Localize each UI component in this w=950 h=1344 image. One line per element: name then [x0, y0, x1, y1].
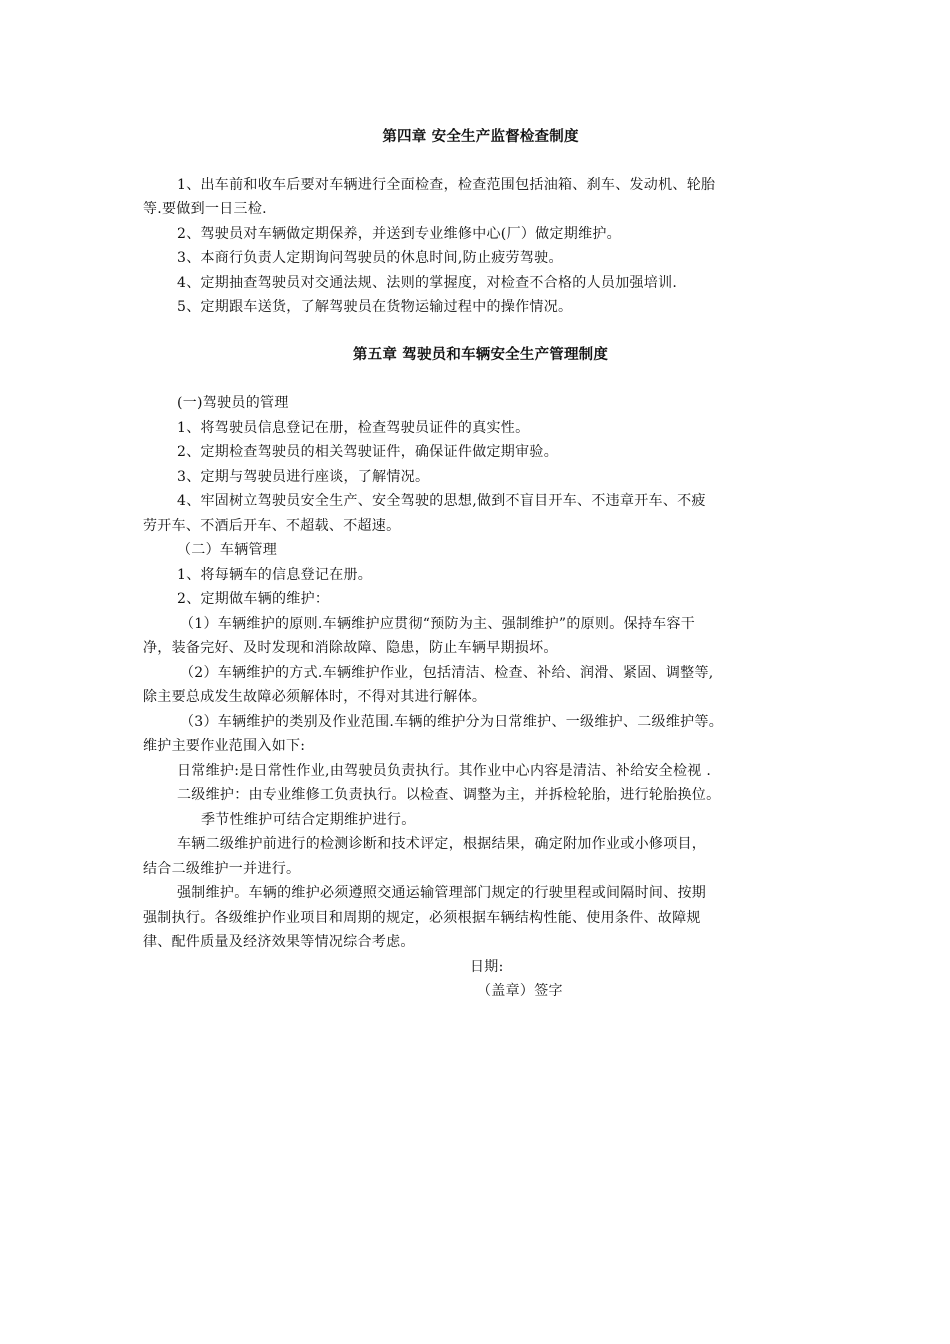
- chapter5-line: 2、定期做车辆的维护：: [177, 591, 330, 607]
- chapter5-line: 二级维护：由专业维修工负责执行。以检查、调整为主，并拆检轮胎，进行轮胎换位。: [177, 787, 721, 803]
- chapter5-line: 季节性维护可结合定期维护进行。: [201, 812, 416, 828]
- chapter4-line: 4、定期抽查驾驶员对交通法规、法则的掌握度，对检查不合格的人员加强培训.: [177, 275, 678, 291]
- chapter5-line: 除主要总成发生故障必须解体时，不得对其进行解体。: [143, 689, 487, 705]
- chapter5-line: 车辆二级维护前进行的检测诊断和技术评定，根据结果，确定附加作业或小修项目，: [177, 836, 707, 852]
- chapter5-line: 日常维护:是日常性作业,由驾驶员负责执行。其作业中心内容是清洁、补给安全检视 .: [177, 763, 712, 779]
- chapter5-line: 1、将每辆车的信息登记在册。: [177, 567, 373, 583]
- chapter5-line: （3）车辆维护的类别及作业范围.车辆的维护分为日常维护、一级维护、二级维护等。: [180, 714, 724, 730]
- chapter5-line: （2）车辆维护的方式.车辆维护作业，包括清洁、检查、补给、润滑、紧固、调整等,: [180, 665, 714, 681]
- seal-signature-label: （盖章）签字: [477, 983, 563, 999]
- chapter5-line: 1、将驾驶员信息登记在册，检查驾驶员证件的真实性。: [177, 420, 530, 436]
- chapter5-line: 强制执行。各级维护作业项目和周期的规定，必须根据车辆结构性能、使用条件、故障规: [143, 910, 701, 926]
- chapter4-line: 1、出车前和收车后要对车辆进行全面检查，检查范围包括油箱、刹车、发动机、轮胎: [177, 177, 716, 193]
- chapter5-title: 第五章 驾驶员和车辆安全生产管理制度: [352, 347, 609, 363]
- date-label: 日期:: [470, 959, 504, 975]
- chapter4-title: 第四章 安全生产监督检查制度: [382, 129, 579, 145]
- chapter4-line: 2、驾驶员对车辆做定期保养，并送到专业维修中心(厂）做定期维护。: [177, 226, 621, 242]
- chapter5-line: 结合二级维护一并进行。: [143, 861, 301, 877]
- chapter4-line: 等.要做到一日三检.: [143, 201, 267, 217]
- chapter5-line: 强制维护。车辆的维护必须遵照交通运输管理部门规定的行驶里程或间隔时间、按期: [177, 885, 707, 901]
- chapter5-line: 3、定期与驾驶员进行座谈，了解情况。: [177, 469, 430, 485]
- chapter5-line: （二）车辆管理: [177, 542, 278, 558]
- chapter4-line: 3、本商行负责人定期询问驾驶员的休息时间,防止疲劳驾驶。: [177, 250, 563, 266]
- chapter5-line: 2、定期检查驾驶员的相关驾驶证件，确保证件做定期审验。: [177, 444, 559, 460]
- chapter5-line: 律、配件质量及经济效果等情况综合考虑。: [143, 934, 415, 950]
- chapter5-line: 维护主要作业范围入如下:: [143, 738, 306, 754]
- chapter5-line: 净，装备完好、及时发现和消除故障、隐患，防止车辆早期损坏。: [143, 640, 558, 656]
- chapter5-line: 4、牢固树立驾驶员安全生产、安全驾驶的思想,做到不盲目开车、不违章开车、不疲: [177, 493, 706, 509]
- chapter4-line: 5、定期跟车送货，了解驾驶员在货物运输过程中的操作情况。: [177, 299, 573, 315]
- chapter5-line: (一)驾驶员的管理: [177, 395, 289, 411]
- chapter5-line: （1）车辆维护的原则.车辆维护应贯彻“预防为主、强制维护”的原则。保持车容干: [180, 616, 696, 632]
- chapter5-line: 劳开车、不酒后开车、不超载、不超速。: [143, 518, 401, 534]
